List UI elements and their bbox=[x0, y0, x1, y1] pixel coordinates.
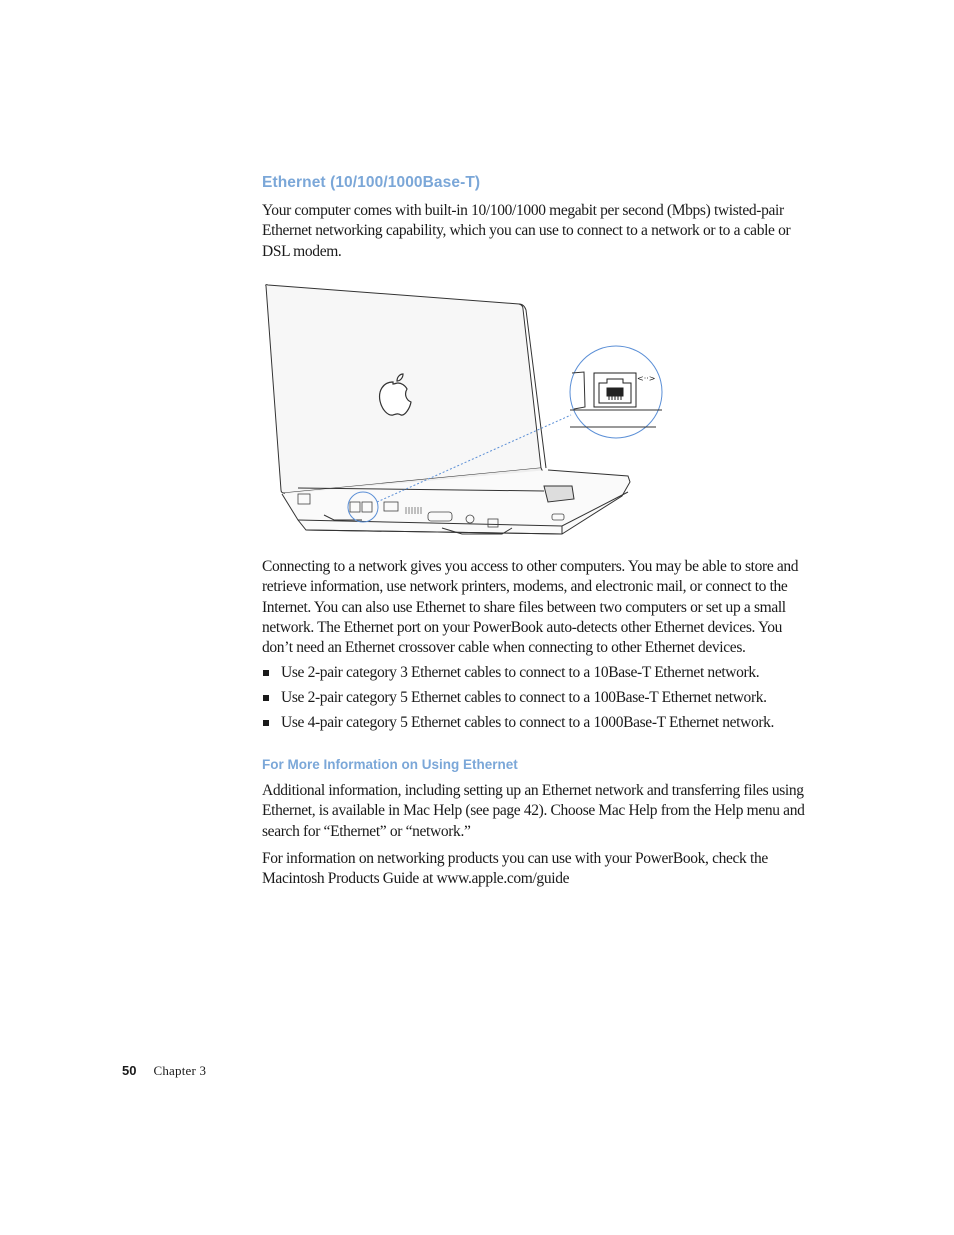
products-guide-paragraph: For information on networking products you can use with your PowerBook, check the Macintosh Products Guide at www.apple.com/guide bbox=[262, 850, 768, 888]
network-paragraph: Connecting to a network gives you access to other computers. You may be able to store and retrieve information, use network printers, modems, and electronic mail, or connect to the Internet. You can also use Ethernet to share files between two computers or set up a small network. The Ethernet port on your PowerBook auto-detects other Ethernet devices. You don’t need an Ethernet crossover cable when connecting to other Ethernet devices. bbox=[262, 558, 799, 657]
bullet-square-icon bbox=[263, 670, 269, 676]
ethernet-port-callout bbox=[570, 346, 662, 438]
section-title: Ethernet (10/100/1000Base-T) bbox=[262, 174, 481, 191]
intro-paragraph: Your computer comes with built-in 10/100/1000 megabit per second (Mbps) twisted-pair Ethernet networking capability, which you can use to connect to a network or to a cable or DSL modem. bbox=[262, 202, 791, 260]
page-number: 50 bbox=[122, 1063, 137, 1078]
mac-help-paragraph: Additional information, including setting up an Ethernet network and transferring files using Ethernet, is available in Mac Help (see page 42). Choose Mac Help from the Help menu and search for “Ethernet” or “network.” bbox=[262, 782, 805, 840]
subsection-title: For More Information on Using Ethernet bbox=[262, 757, 518, 772]
cable-bullet-list bbox=[262, 663, 822, 738]
powerbook-ethernet-illustration bbox=[262, 282, 672, 547]
ethernet-symbol: <··> bbox=[637, 374, 656, 383]
bullet-square-icon bbox=[263, 720, 269, 726]
page-footer bbox=[122, 1063, 206, 1079]
bullet-item: Use 2-pair category 3 Ethernet cables to connect to a 10Base-T Ethernet network. bbox=[262, 663, 822, 688]
bullet-item: Use 4-pair category 5 Ethernet cables to connect to a 1000Base-T Ethernet network. bbox=[262, 713, 822, 738]
bullet-square-icon bbox=[263, 695, 269, 701]
bullet-item: Use 2-pair category 5 Ethernet cables to connect to a 100Base-T Ethernet network. bbox=[262, 688, 822, 713]
chapter-label: Chapter 3 bbox=[153, 1063, 207, 1078]
ethernet-port-icon bbox=[594, 373, 636, 407]
